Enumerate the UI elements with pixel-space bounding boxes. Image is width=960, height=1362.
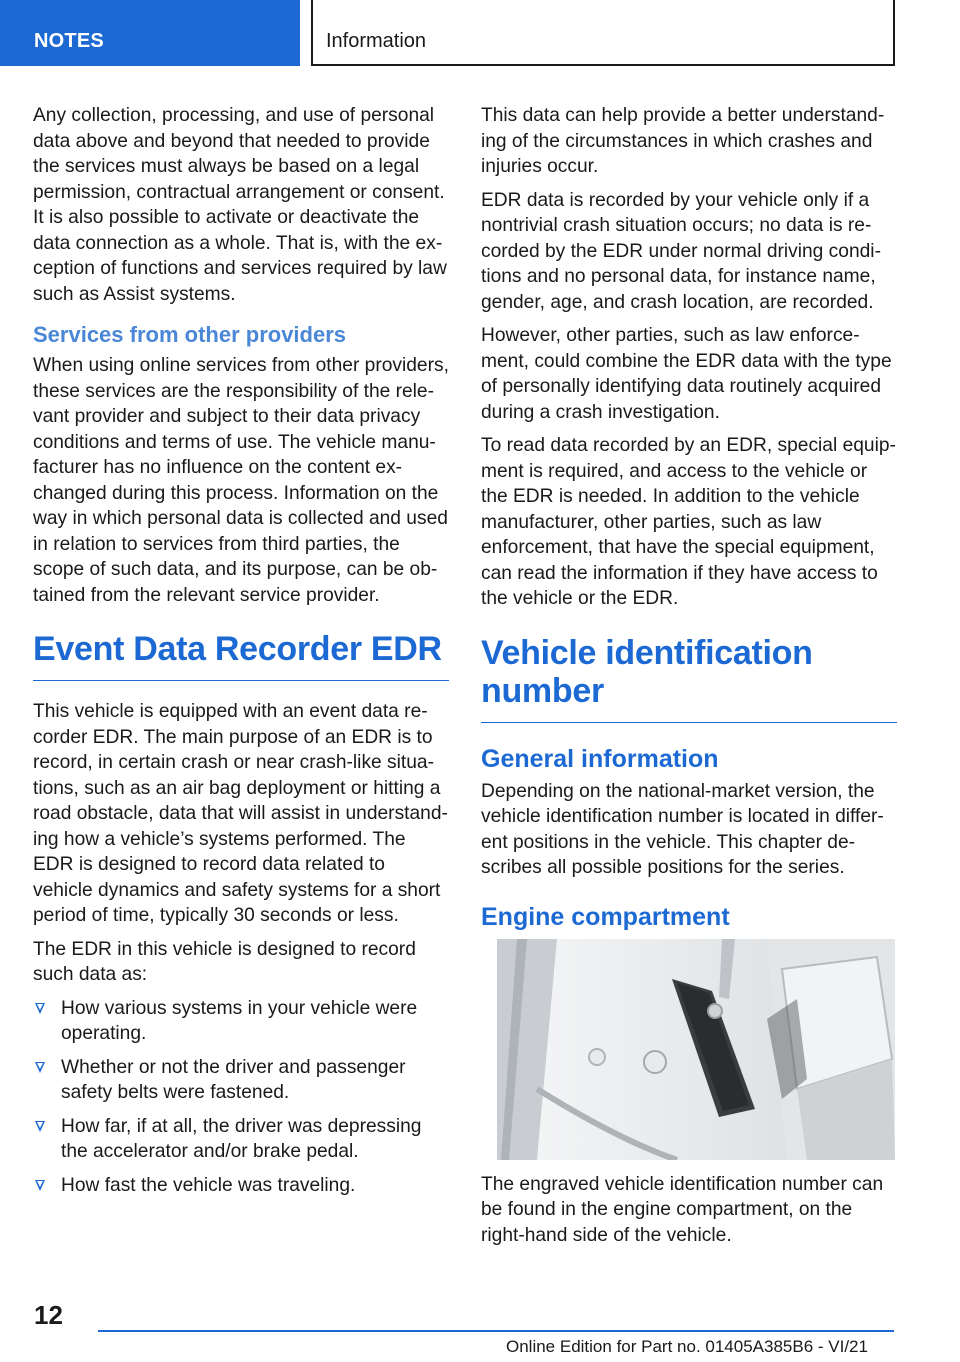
triangle-bullet-icon [35,1003,45,1014]
list-item-text: Whether or not the driver and passenger safety belts were fastened. [61,1056,406,1103]
paragraph: The EDR in this vehicle is designed to record such data as: [33,938,416,985]
right-column [481,103,897,1256]
header-title: Information [326,30,427,52]
paragraph: This vehicle is equipped with an event data recorder EDR. The main purpose of an EDR is to record, in certain crash or near crash-like situations, such as an air bag deployment or hitting a road obstacle, data that will assist in understanding how a vehicle’s systems performed. The EDR is designed to record data related to vehicle dynamics and safety systems for a short period of time, typically 30 seconds or less. [33,701,448,926]
paragraph: Depending on the national-market version, the vehicle identification number is located in different positions in the vehicle. This chapter describes all possible positions for the series. [481,780,884,878]
left-column [33,103,449,1206]
triangle-bullet-icon [35,1180,45,1191]
paragraph: However, other parties, such as law enforcement, could combine the EDR data with the type of personally identifying data routinely acquired during a crash investigation. [481,325,892,423]
page-header [0,0,960,66]
edr-data-list [33,996,449,1199]
list-item-text: How fast the vehicle was traveling. [61,1174,356,1196]
paragraph: Any collection, processing, and use of personal data above and beyond that needed to provide the services must always be based on a legal permission, contractual arrangement or consent. It is also possible to activate or deactivate the data connection as a whole. That is, with the exception of functions and services required by law such as Assist systems. [33,105,447,305]
footer-divider [98,1330,894,1332]
heading-vehicle-identification-number: Vehicle identification number [481,634,897,723]
paragraph: EDR data is recorded by your vehicle only if a nontrivial crash situation occurs; no data is recorded by the EDR under normal driving conditions and no personal data, for instance name, gender, age, and crash location, are recorded. [481,189,881,313]
list-item [33,1114,449,1165]
engine-compartment-illustration [497,939,895,1160]
triangle-bullet-icon [35,1062,45,1073]
list-item [33,1173,449,1199]
heading-engine-compartment: Engine compartment [481,902,730,931]
footer-edition: Online Edition for Part no. 01405A385B6 - VI/21 [506,1337,868,1356]
header-divider [311,0,313,66]
triangle-bullet-icon [35,1121,45,1132]
header-divider-right [893,0,895,66]
paragraph: The engraved vehicle identification number can be found in the engine compartment, on the right-hand side of the vehicle. [481,1173,884,1246]
list-item-text: How various systems in your vehicle were operating. [61,997,418,1044]
page-number: 12 [34,1300,63,1330]
heading-services-other-providers: Services from other providers [33,322,347,347]
heading-event-data-recorder: Event Data Recorder EDR [33,630,449,681]
section-tab[interactable]: NOTES [0,0,300,66]
heading-general-information: General information [481,744,719,773]
list-item [33,996,449,1047]
paragraph: When using online services from other providers, these services are the responsibility of the relevant provider and subject to their data privacy conditions and terms of use. The vehicle manufacturer has no influence on the content exchanged during this process. Information on the way in which personal data is collected and used in relation to services from third parties, the scope of such data, and its purpose, can be obtained from the relevant service provider. [33,355,449,606]
list-item [33,1055,449,1106]
list-item-text: How far, if at all, the driver was depressing the accelerator and/or brake pedal. [61,1115,422,1162]
paragraph: This data can help provide a better understanding of the circumstances in which crashes and injuries occur. [481,105,885,177]
paragraph: To read data recorded by an EDR, special equipment is required, and access to the vehicle or the EDR is needed. In addition to the vehicle manufacturer, other parties, such as law enforcement, that have the special equipment, can read the information if they have access to the vehicle or the EDR. [481,435,896,609]
engine-compartment-photo [497,939,895,1160]
